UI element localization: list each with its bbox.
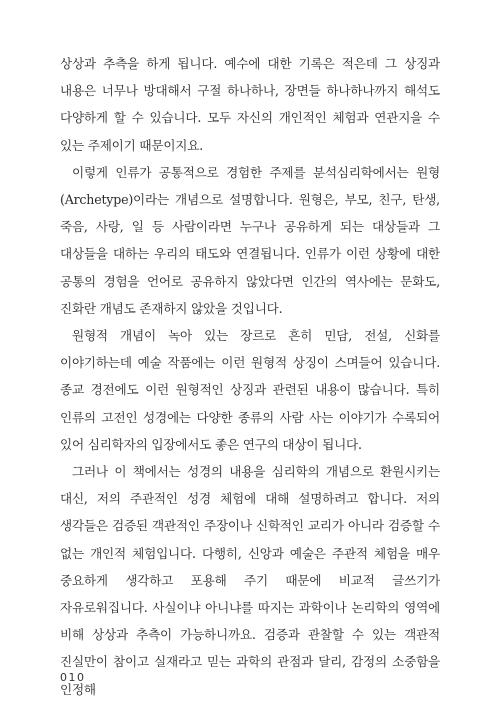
paragraph-1: 상상과 추측을 하게 됩니다. 예수에 대한 기록은 적은데 그 상징과 내용은 너무나 방대해서 구절 하나하나, 장면들 하나하나까지 해석도 다양하게 할 수 있습니다. 모두 자신의 개인적인 체험과 연관지을 수 있는 주제이기 때문이지요. — [60, 56, 440, 153]
body-text — [60, 50, 440, 703]
paragraph-2: 이렇게 인류가 공통적으로 경험한 주제를 분석심리학에서는 원형(Archetype)이라는 개념으로 설명합니다. 원형은, 부모, 친구, 탄생, 죽음, 사랑, 일 등 사람이라면 누구나 공유하게 되는 대상들과 그 대상들을 대하는 우리의 태도와 연결됩니다. 인류가 이런 상황에 대한 공통의 경험을 언어로 공유하지 않았다면 인간의 역사에는 문화도, 진화란 개념도 존재하지 않았을 것입니다. — [60, 164, 440, 316]
paragraph-4: 그러나 이 책에서는 성경의 내용을 심리학의 개념으로 환원시키는 대신, 저의 주관적인 성경 체험에 대해 설명하려고 합니다. 저의 생각들은 검증된 객관적인 주장이나 신학적인 교리가 아니라 검증할 수 없는 개인적 체험입니다. 다행히, 신앙과 예술은 주관적 체험을 매우 중요하게 생각하고 포용해 주기 때문에 비교적 글쓰기가 자유로워집니다. 사실이냐 아니냐를 따지는 과학이나 논리학의 영역에 비해 상상과 추측이 가능하니까요. 검증과 관찰할 수 있는 객관적 진실만이 참이고 실재라고 믿는 과학의 관점과 달리, 감정의 소중함을 인정해 — [60, 464, 440, 697]
paragraph-3: 원형적 개념이 녹아 있는 장르로 흔히 민담, 전설, 신화를 이야기하는데 예술 작품에는 이런 원형적 상징이 스며들어 있습니다. 종교 경전에도 이런 원형적인 상징과 관련된 내용이 많습니다. 특히 인류의 고전인 성경에는 다양한 종류의 사람 사는 이야기가 수록되어 있어 심리학자의 입장에서도 좋은 연구의 대상이 됩니다. — [60, 328, 440, 452]
page-number: 010 — [60, 671, 86, 684]
